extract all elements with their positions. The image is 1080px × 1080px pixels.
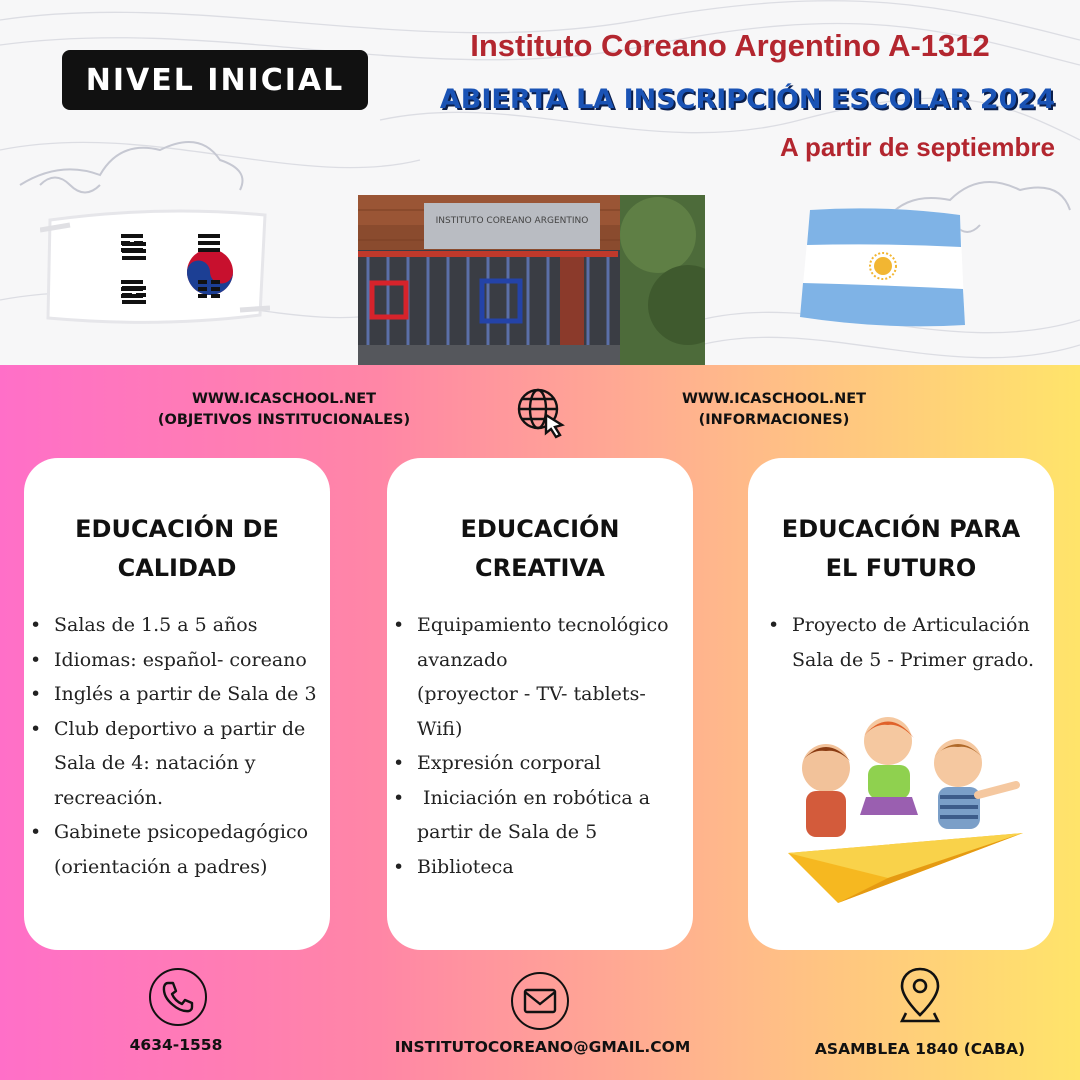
start-date-text: A partir de septiembre bbox=[779, 132, 1055, 162]
list-item-line: partir de Sala de 5 bbox=[417, 821, 598, 843]
list-item-line: • Equipamiento tecnológico bbox=[417, 614, 669, 636]
korea-trigrams bbox=[118, 228, 228, 308]
list-item-line: • Idiomas: español- coreano bbox=[54, 648, 307, 671]
svg-text:INSTITUTO COREANO ARGENTINO: INSTITUTO COREANO ARGENTINO bbox=[435, 216, 589, 226]
kids-paper-plane-illustration bbox=[778, 713, 1028, 903]
list-item-line: • Gabinete psicopedagógico bbox=[54, 821, 309, 843]
header-section bbox=[0, 0, 1080, 365]
card-quality-education bbox=[24, 458, 330, 950]
website-objectives bbox=[124, 389, 444, 431]
website-url[interactable]: WWW.ICASCHOOL.NET bbox=[191, 391, 377, 407]
card-list bbox=[387, 608, 669, 884]
list-item-line: recreación. bbox=[54, 786, 164, 809]
list-item-line: • Salas de 1.5 a 5 años bbox=[54, 614, 258, 636]
location-pin-icon bbox=[898, 965, 942, 1025]
list-item-line: • Proyecto de Articulación bbox=[792, 614, 1030, 636]
list-item-line: • Club deportivo a partir de bbox=[54, 717, 306, 740]
argentina-flag-icon bbox=[795, 205, 970, 330]
website-url[interactable]: WWW.ICASCHOOL.NET bbox=[681, 391, 867, 407]
list-item bbox=[54, 712, 317, 816]
globe-cursor-icon bbox=[516, 387, 568, 439]
phone-icon bbox=[151, 970, 205, 1024]
card-future-education bbox=[748, 458, 1054, 950]
envelope-icon bbox=[513, 974, 567, 1028]
list-item-line: (orientación a padres) bbox=[54, 855, 268, 878]
address: ASAMBLEA 1840 (CABA) bbox=[814, 1040, 1026, 1058]
info-section bbox=[0, 365, 1080, 1080]
phone-icon-circle bbox=[149, 968, 207, 1026]
card-list bbox=[24, 608, 317, 884]
card-creative-education bbox=[387, 458, 693, 950]
enrollment-headline: ABIERTA LA INSCRIPCIÓN ESCOLAR 2024 bbox=[439, 84, 1055, 115]
card-title: EDUCACIÓN DE CALIDAD bbox=[75, 515, 279, 582]
list-item bbox=[417, 781, 669, 850]
card-title: EDUCACIÓN PARA EL FUTURO bbox=[781, 515, 1021, 582]
list-item-line: • Expresión corporal bbox=[417, 752, 601, 774]
list-item bbox=[54, 677, 317, 712]
list-item bbox=[417, 746, 669, 781]
website-information bbox=[614, 389, 934, 431]
list-item-line: (proyector - TV- tablets- bbox=[417, 683, 646, 705]
list-item bbox=[792, 608, 1034, 677]
list-item-line: Sala de 4: natación y bbox=[54, 752, 256, 774]
list-item-line: avanzado bbox=[417, 648, 508, 671]
card-list bbox=[748, 608, 1034, 677]
list-item-line: • Iniciación en robótica a bbox=[417, 786, 651, 809]
school-entrance-photo bbox=[358, 195, 705, 365]
list-item bbox=[54, 643, 317, 678]
card-title: EDUCACIÓN CREATIVA bbox=[460, 515, 620, 582]
institution-name: Instituto Coreano Argentino A-1312 bbox=[470, 28, 990, 63]
website-note: (INFORMACIONES) bbox=[698, 412, 850, 428]
list-item bbox=[417, 608, 669, 746]
list-item-line: Wifi) bbox=[417, 717, 463, 740]
email-icon-circle bbox=[511, 972, 569, 1030]
list-item-line: • Inglés a partir de Sala de 3 bbox=[54, 683, 317, 705]
list-item bbox=[417, 850, 669, 885]
list-item bbox=[54, 815, 317, 884]
phone-number[interactable]: 4634-1558 bbox=[129, 1036, 223, 1054]
email-address[interactable]: INSTITUTOCOREANO@GMAIL.COM bbox=[394, 1038, 691, 1056]
website-note: (OBJETIVOS INSTITUCIONALES) bbox=[157, 412, 411, 428]
level-badge: NIVEL INICIAL bbox=[62, 50, 368, 110]
list-item bbox=[54, 608, 317, 643]
list-item-line: Sala de 5 - Primer grado. bbox=[792, 648, 1035, 671]
list-item-line: • Biblioteca bbox=[417, 855, 514, 878]
